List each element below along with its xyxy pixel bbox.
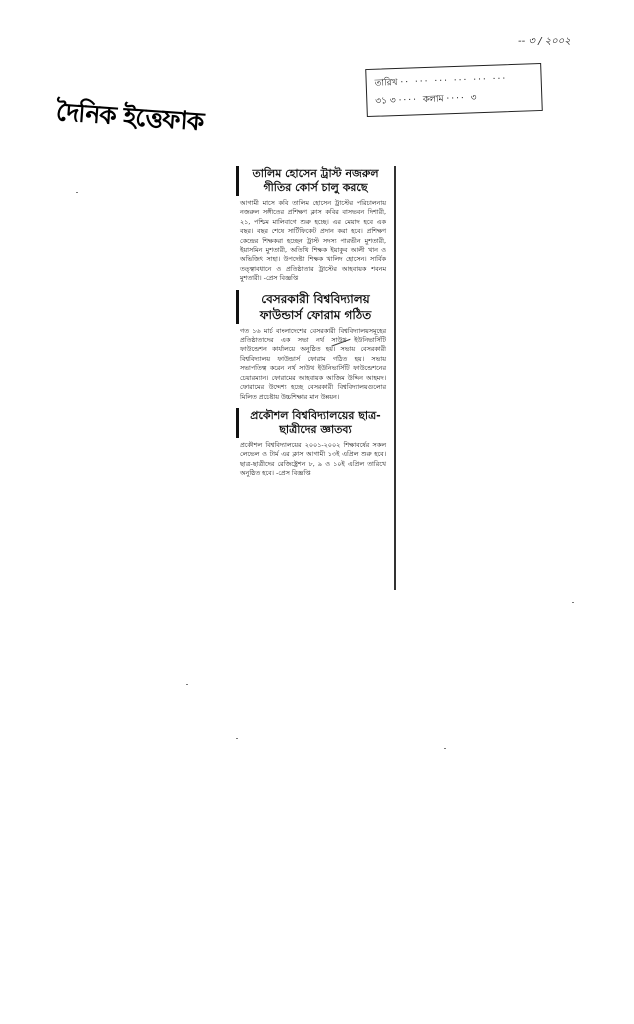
stamp-page-label: কলাম xyxy=(422,94,444,106)
scan-speck xyxy=(236,738,238,739)
article-headline: প্রকৌশল বিশ্ববিদ্যালয়ের ছাত্র-ছাত্রীদের জ্ঞাতব্য xyxy=(236,408,388,438)
newspaper-clipping xyxy=(236,166,396,590)
article-body: গত ১৬ মার্চ বাংলাদেশের বেসরকারী বিশ্ববিদ্যালয়সমূহের প্রতিষ্ঠাতাদের এক সভা নর্থ সাউথ ইউনিভার্সিটি ফাউন্ডেশন কার্যালয়ে অনুষ্ঠিত হয়। সভায় বেসরকারী বিশ্ববিদ্যালয় ফাউন্ডার্স ফোরাম গঠিত হয়। সভায় সভাপতিত্ব করেন নর্থ সাউথ ইউনিভার্সিটি ফাউন্ডেশনের চেয়ারম্যান। ফোরামের আহবায়ক আজিম উদ্দিন আহমদ। ফোরামের উদ্দেশ্য হচ্ছে বেসরকারী বিশ্ববিদ্যালয়গুলোর মিলিত প্রচেষ্টায় উচ্চশিক্ষার মান উন্নয়ন। xyxy=(240,326,386,401)
stamp-dots: ···· xyxy=(398,95,424,106)
article-body: আগামী মাসে কবি তালিম হোসেন ট্রাস্টের পরিচালনায় নজরুল সঙ্গীতের প্রশিক্ষণ ক্লাস কবির বাসভবন দিশারী, ২১, পশ্চিম মালিবাগে শুরু হচ্ছে। এর মেয়াদ হবে এক বছর। বছর শেষে সার্টিফিকেট প্রদান করা হবে। প্রশিক্ষণ কেন্দ্রের শিক্ষকরা হচ্ছেন ট্রাস্ট সদস্য পারভীন মুশতারী, ইয়াসমিন মুশতারী, অতিথি শিক্ষক ইয়াকুব আলী খান ও অভিজিৎ সাহা। উপদেষ্টা শিক্ষক খালিদ হোসেন। সার্বিক তত্ত্বাবধানে ও প্রতিষ্ঠাতার ট্রাস্টের আহবায়ক শবনম মুশতারী। -প্রেস বিজ্ঞপ্তি xyxy=(240,199,386,283)
stamp-date-value: ৩১ ৩ xyxy=(375,96,396,107)
corner-date: -- ৩ / ২০০২ xyxy=(518,36,571,47)
stamp-date-label: তারিখ xyxy=(374,77,398,89)
scan-speck xyxy=(76,192,78,193)
article-body: প্রকৌশল বিশ্ববিদ্যালয়ের ২০০১-২০০২ শিক্ষাবর্ষের সকল লেভেল ও টার্ম এর ক্লাস আগামী ১৩ই এপ্রিল শুরু হবে। ছাত্র-ছাত্রীদের রেজিষ্ট্রেশন ৮, ৯ ও ১০ই এপ্রিল তারিখে অনুষ্ঠিত হবে। -প্রেস বিজ্ঞপ্তি xyxy=(240,440,386,478)
archive-stamp xyxy=(365,63,543,117)
newspaper-masthead: দৈনিক ইত্তেফাক xyxy=(55,97,205,137)
stamp-date-row xyxy=(374,71,507,91)
scan-speck xyxy=(444,748,446,749)
article-headline: বেসরকারী বিশ্ববিদ্যালয় ফাউন্ডার্স ফোরাম গঠিত xyxy=(236,290,388,324)
scan-speck xyxy=(572,602,574,603)
scan-speck xyxy=(186,684,188,685)
stamp-dots: ·· ··· ··· ··· ··· ··· xyxy=(400,74,508,88)
article-headline: তালিম হোসেন ট্রাস্ট নজরুল গীতির কোর্স চালু করছে xyxy=(236,166,388,196)
stamp-dots: ···· xyxy=(446,93,471,105)
stamp-page-row xyxy=(375,90,477,109)
stamp-page-value: ৩ xyxy=(470,93,477,104)
